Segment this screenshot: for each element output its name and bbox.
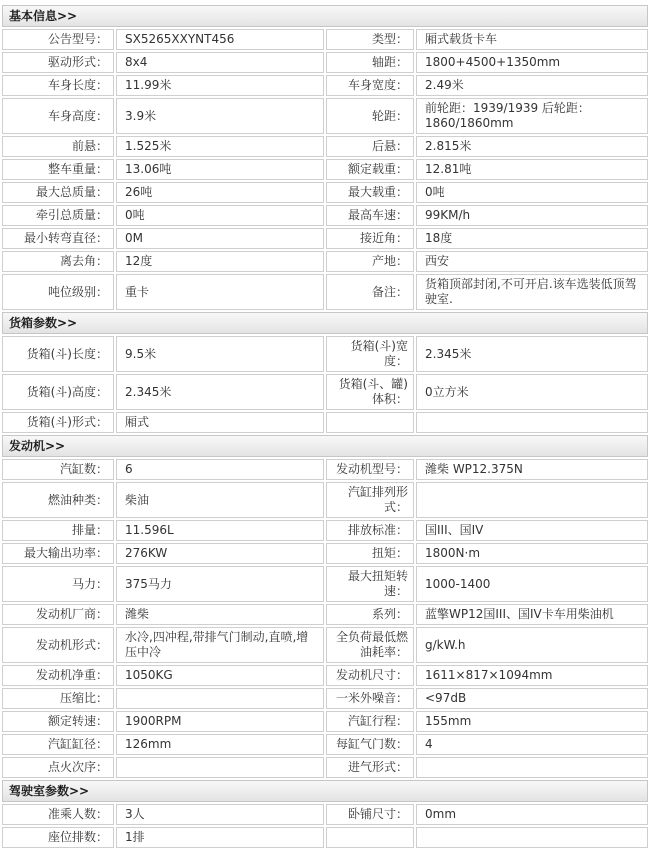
spec-value: 0吨 [416, 182, 648, 203]
spec-label: 座位排数： [2, 827, 114, 848]
spec-label: 货箱(斗)形式： [2, 412, 114, 433]
spec-label: 最大扭矩转速： [326, 566, 414, 602]
spec-row [2, 98, 648, 134]
spec-value: 18度 [416, 228, 648, 249]
spec-label: 最小转弯直径： [2, 228, 114, 249]
spec-row [2, 274, 648, 310]
spec-label: 发动机厂商： [2, 604, 114, 625]
spec-row [2, 159, 648, 180]
spec-value: 蓝擎WP12国III、国IV卡车用柴油机 [416, 604, 648, 625]
spec-label: 压缩比： [2, 688, 114, 709]
spec-value: 276KW [116, 543, 324, 564]
spec-value: 1000-1400 [416, 566, 648, 602]
spec-label: 轮距： [326, 98, 414, 134]
spec-value: 1排 [116, 827, 324, 848]
spec-row [2, 459, 648, 480]
spec-row [2, 604, 648, 625]
spec-label: 系列： [326, 604, 414, 625]
spec-value: 2.815米 [416, 136, 648, 157]
spec-row [2, 336, 648, 372]
spec-label: 额定载重： [326, 159, 414, 180]
spec-value [416, 827, 648, 848]
spec-value: 4 [416, 734, 648, 755]
spec-label: 备注： [326, 274, 414, 310]
spec-label: 最大输出功率： [2, 543, 114, 564]
spec-value: 8x4 [116, 52, 324, 73]
spec-value: 11.99米 [116, 75, 324, 96]
spec-value: 12度 [116, 251, 324, 272]
spec-label: 轴距： [326, 52, 414, 73]
spec-row [2, 482, 648, 518]
spec-row [2, 29, 648, 50]
spec-value: 13.06吨 [116, 159, 324, 180]
section-header-title: 发动机>> [2, 435, 648, 457]
spec-label: 发动机净重： [2, 665, 114, 686]
section-header-row [2, 780, 648, 802]
spec-label: 类型： [326, 29, 414, 50]
spec-label: 汽缸数： [2, 459, 114, 480]
spec-value: 西安 [416, 251, 648, 272]
spec-value: 2.49米 [416, 75, 648, 96]
section-header-row [2, 435, 648, 457]
spec-value: 潍柴 [116, 604, 324, 625]
spec-label: 燃油种类： [2, 482, 114, 518]
spec-label: 最大总质量： [2, 182, 114, 203]
spec-value: 1800+4500+1350mm [416, 52, 648, 73]
spec-value: 国III、国IV [416, 520, 648, 541]
spec-label: 排量： [2, 520, 114, 541]
spec-value: 155mm [416, 711, 648, 732]
spec-value: 柴油 [116, 482, 324, 518]
spec-label: 一米外噪音： [326, 688, 414, 709]
spec-row [2, 75, 648, 96]
spec-value: 厢式 [116, 412, 324, 433]
spec-value: 水冷,四冲程,带排气门制动,直喷,增压中冷 [116, 627, 324, 663]
spec-value: 11.596L [116, 520, 324, 541]
spec-label: 后悬： [326, 136, 414, 157]
section-header-title: 基本信息>> [2, 5, 648, 27]
spec-label: 车身宽度： [326, 75, 414, 96]
section-header-title: 驾驶室参数>> [2, 780, 648, 802]
spec-value: 厢式载货卡车 [416, 29, 648, 50]
spec-value: 0M [116, 228, 324, 249]
spec-value: 2.345米 [116, 374, 324, 410]
spec-value: g/kW.h [416, 627, 648, 663]
spec-row [2, 566, 648, 602]
spec-label: 货箱(斗)长度： [2, 336, 114, 372]
spec-row [2, 827, 648, 848]
spec-label [326, 412, 414, 433]
spec-label: 进气形式： [326, 757, 414, 778]
spec-label: 发动机型号： [326, 459, 414, 480]
spec-label: 车身高度： [2, 98, 114, 134]
spec-row [2, 711, 648, 732]
spec-label: 发动机尺寸： [326, 665, 414, 686]
spec-value: 3人 [116, 804, 324, 825]
spec-row [2, 228, 648, 249]
spec-value: 1.525米 [116, 136, 324, 157]
spec-label: 汽缸行程： [326, 711, 414, 732]
spec-label: 全负荷最低燃油耗率： [326, 627, 414, 663]
spec-label: 扭矩： [326, 543, 414, 564]
spec-label: 发动机形式： [2, 627, 114, 663]
spec-label: 产地： [326, 251, 414, 272]
spec-value: 6 [116, 459, 324, 480]
spec-value: 1611×817×1094mm [416, 665, 648, 686]
spec-label: 驱动形式： [2, 52, 114, 73]
section-header-title: 货箱参数>> [2, 312, 648, 334]
spec-row [2, 136, 648, 157]
spec-row [2, 757, 648, 778]
spec-value: 126mm [116, 734, 324, 755]
spec-label: 卧铺尺寸： [326, 804, 414, 825]
spec-row [2, 412, 648, 433]
section-header-row [2, 5, 648, 27]
spec-value [416, 482, 648, 518]
spec-label: 接近角： [326, 228, 414, 249]
spec-label: 货箱(斗、罐)体积： [326, 374, 414, 410]
spec-row [2, 543, 648, 564]
spec-label: 整车重量： [2, 159, 114, 180]
spec-value: 375马力 [116, 566, 324, 602]
spec-label: 离去角： [2, 251, 114, 272]
spec-value: 99KM/h [416, 205, 648, 226]
spec-row [2, 804, 648, 825]
spec-row [2, 182, 648, 203]
spec-value: 前轮距：1939/1939 后轮距：1860/1860mm [416, 98, 648, 134]
spec-value: 26吨 [116, 182, 324, 203]
spec-label: 最大载重： [326, 182, 414, 203]
spec-table [0, 3, 650, 850]
spec-value: 0mm [416, 804, 648, 825]
spec-value: 货箱顶部封闭,不可开启.该车选装低顶驾驶室. [416, 274, 648, 310]
spec-row [2, 52, 648, 73]
spec-value: SX5265XXYNT456 [116, 29, 324, 50]
spec-value: 重卡 [116, 274, 324, 310]
spec-row [2, 374, 648, 410]
spec-row [2, 520, 648, 541]
spec-label: 前悬： [2, 136, 114, 157]
spec-value: <97dB [416, 688, 648, 709]
spec-value: 9.5米 [116, 336, 324, 372]
section-header-row [2, 312, 648, 334]
spec-label: 准乘人数： [2, 804, 114, 825]
spec-label: 汽缸缸径： [2, 734, 114, 755]
spec-label: 排放标准： [326, 520, 414, 541]
spec-label: 汽缸排列形式： [326, 482, 414, 518]
spec-value: 2.345米 [416, 336, 648, 372]
spec-value: 1800N·m [416, 543, 648, 564]
spec-row [2, 251, 648, 272]
spec-value: 12.81吨 [416, 159, 648, 180]
spec-label: 马力： [2, 566, 114, 602]
spec-value: 3.9米 [116, 98, 324, 134]
spec-value: 0立方米 [416, 374, 648, 410]
spec-label: 每缸气门数： [326, 734, 414, 755]
spec-row [2, 665, 648, 686]
spec-value: 0吨 [116, 205, 324, 226]
spec-label: 货箱(斗)宽度： [326, 336, 414, 372]
spec-label [326, 827, 414, 848]
spec-label: 点火次序： [2, 757, 114, 778]
spec-value [416, 412, 648, 433]
spec-row [2, 688, 648, 709]
spec-label: 额定转速： [2, 711, 114, 732]
spec-row [2, 205, 648, 226]
spec-label: 货箱(斗)高度： [2, 374, 114, 410]
spec-row [2, 734, 648, 755]
spec-row [2, 627, 648, 663]
spec-label: 吨位级别： [2, 274, 114, 310]
spec-value [416, 757, 648, 778]
spec-label: 最高车速： [326, 205, 414, 226]
spec-value: 1900RPM [116, 711, 324, 732]
spec-label: 牵引总质量： [2, 205, 114, 226]
spec-value: 潍柴 WP12.375N [416, 459, 648, 480]
spec-value [116, 757, 324, 778]
spec-table-body [2, 5, 648, 848]
spec-label: 车身长度： [2, 75, 114, 96]
spec-label: 公告型号： [2, 29, 114, 50]
spec-value [116, 688, 324, 709]
spec-value: 1050KG [116, 665, 324, 686]
